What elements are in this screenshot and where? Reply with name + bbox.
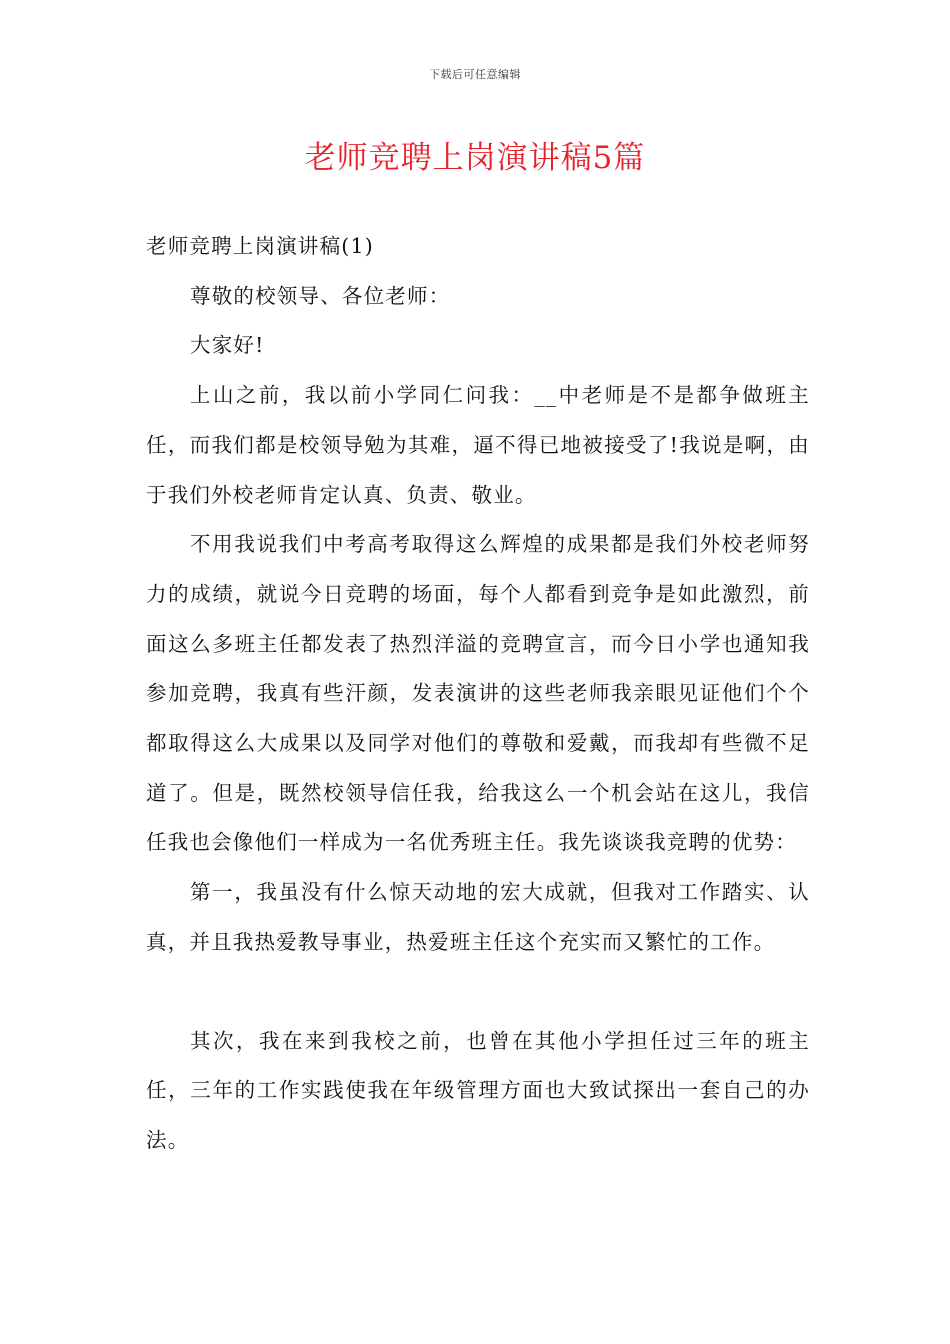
paragraph-3: 第一，我虽没有什么惊天动地的宏大成就，但我对工作踏实、认真，并且我热爱教导事业，热爱班主任这个充实而又繁忙的工作。	[146, 880, 810, 954]
greeting: 大家好!	[190, 333, 265, 358]
paragraph-4: 其次，我在来到我校之前，也曾在其他小学担任过三年的班主任，三年的工作实践使我在年级管理方面也大致试探出一套自己的办法。	[146, 1028, 810, 1152]
section-heading: 老师竞聘上岗演讲稿(1)	[146, 234, 374, 258]
header-note: 下载后可任意编辑	[429, 68, 521, 81]
salutation: 尊敬的校领导、各位老师：	[190, 283, 451, 308]
paragraph-1: 上山之前，我以前小学同仁问我：__中老师是不是都争做班主任，而我们都是校领导勉为其难，逼不得已地被接受了!我说是啊，由于我们外校老师肯定认真、负责、敬业。	[146, 383, 810, 507]
paragraph-2: 不用我说我们中考高考取得这么辉煌的成果都是我们外校老师努力的成绩，就说今日竞聘的场面，每个人都看到竞争是如此激烈，前面这么多班主任都发表了热烈洋溢的竞聘宣言，而今日小学也通知我参加竞聘，我真有些汗颜，发表演讲的这些老师我亲眼见证他们个个都取得这么大成果以及同学对他们的尊敬和爱戴，而我却有些微不足道了。但是，既然校领导信任我，给我这么一个机会站在这儿，我信任我也会像他们一样成为一名优秀班主任。我先谈谈我竞聘的优势：	[146, 532, 810, 855]
document-body	[146, 222, 810, 1166]
document-title: 老师竞聘上岗演讲稿5篇	[304, 140, 646, 176]
